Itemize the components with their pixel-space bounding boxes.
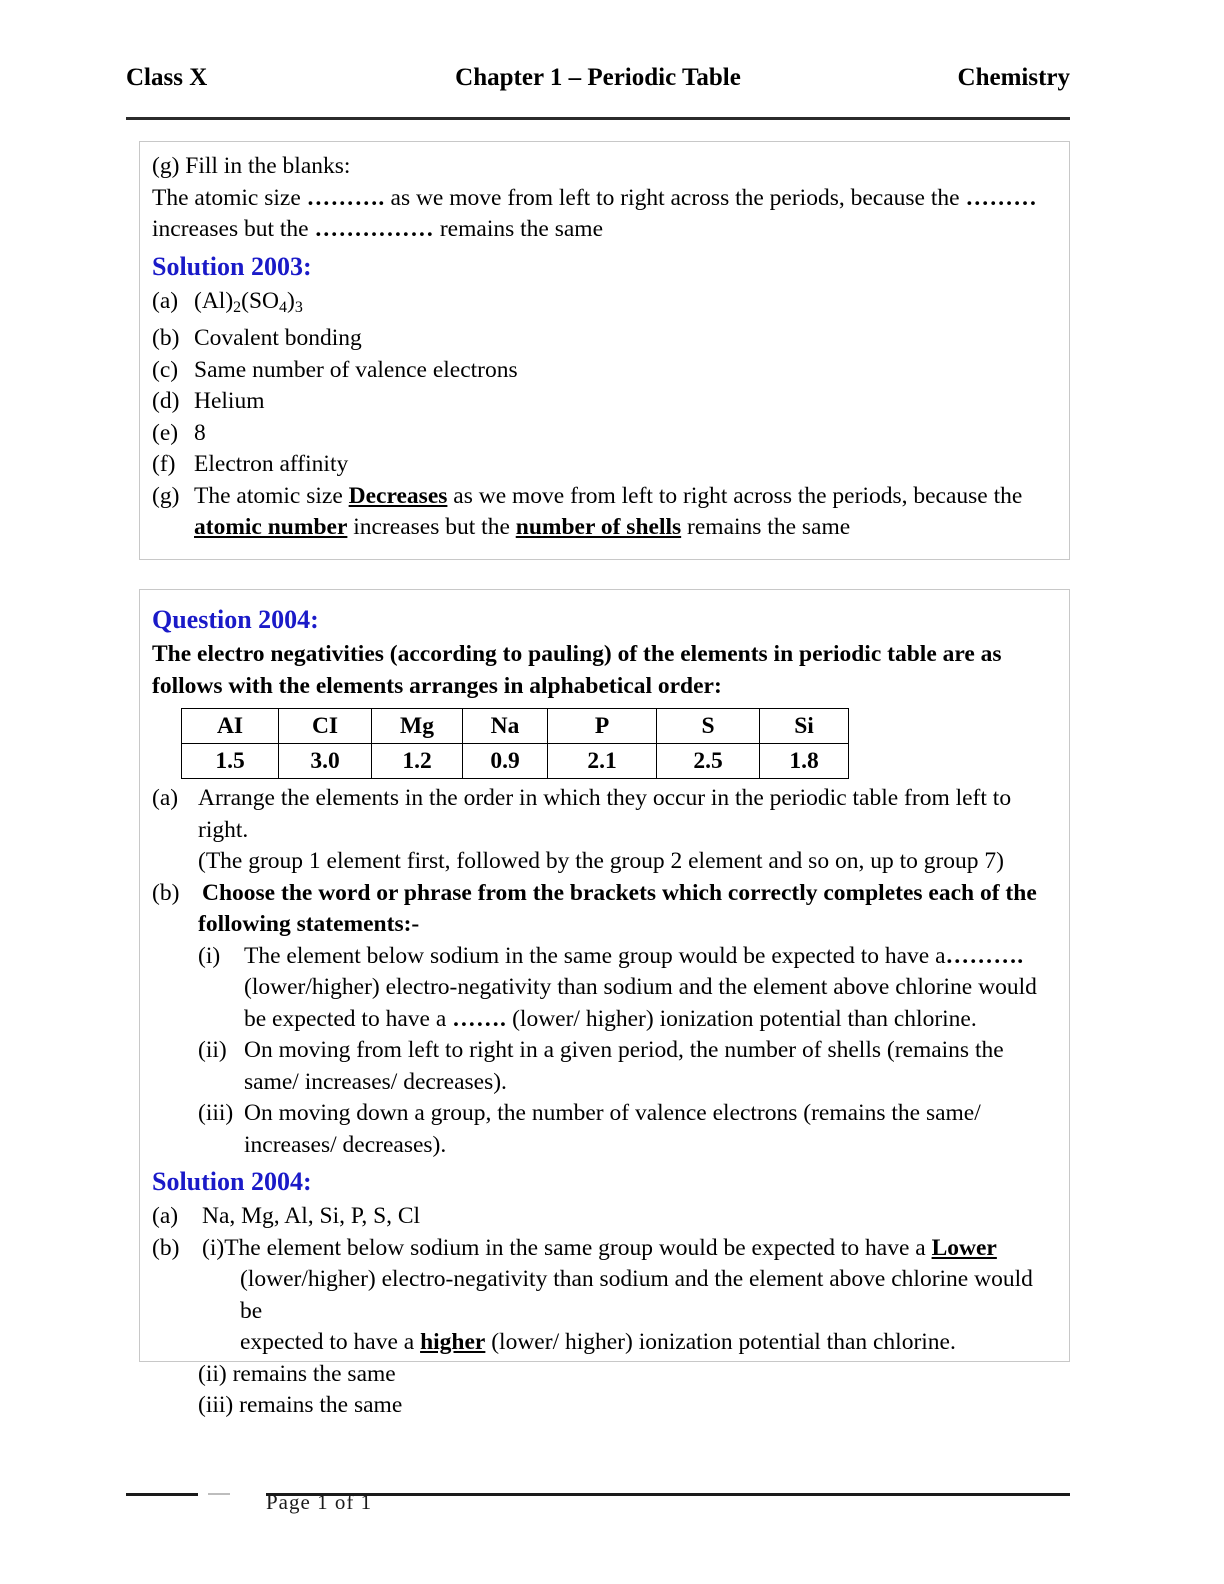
question-g-line-1 — [152, 183, 1055, 215]
formula-sub-3: 3 — [294, 298, 303, 316]
part-b-item-iii — [198, 1098, 1055, 1130]
part-a-line-3: (The group 1 element first, followed by the group 2 element and so on, up to group 7) — [198, 848, 1004, 874]
part-a-marker: (a) — [152, 785, 179, 811]
solution-2004-heading: Solution 2004: — [152, 1167, 312, 1196]
sol-b-i-marker: (i) — [202, 1234, 225, 1261]
value-cell-3: 0.9 — [463, 744, 548, 779]
footer-rule-left-segment — [126, 1493, 198, 1496]
question-2004-box — [139, 589, 1070, 1418]
sol-b-item-i-line-2: (lower/higher) electro-negativity than sodium and the element above chlorine would be — [240, 1266, 1033, 1324]
item-i-line-1 — [244, 941, 1055, 973]
item-body-c: Same number of valence electrons — [194, 356, 518, 383]
question-g-line-2 — [152, 214, 1055, 246]
item-iii-line-1: On moving down a group, the number of valence electrons (remains the same/ — [244, 1100, 981, 1126]
item-body-a — [194, 286, 1055, 324]
solution-2003-box — [139, 141, 1070, 560]
sol-b-answer-lower: Lower — [931, 1234, 997, 1261]
item-i-seg-2: be expected to have a — [244, 1005, 453, 1032]
item-i-line-3 — [244, 1004, 1055, 1036]
page-header — [126, 64, 1070, 92]
g-answer-atomic-number: atomic number — [194, 514, 348, 541]
g-seg-4: remains the same — [681, 514, 851, 541]
sol-b-item-i-line-3 — [240, 1327, 1055, 1359]
formula-part-1: (Al) — [194, 287, 234, 314]
solution-2003-item-e — [152, 418, 1055, 450]
g-seg-3: increases but the — [347, 514, 516, 541]
item-body-d: Helium — [194, 388, 265, 415]
question-2004-intro-line-1: The electro negativities (according to pauling) of the elements in periodic table are as — [152, 641, 1002, 667]
question-2004-part-a — [152, 783, 1055, 815]
part-b-marker: (b) — [152, 879, 180, 906]
footer-page-label: Page 1 of 1 — [266, 1490, 373, 1514]
item-iii-marker: (iii) — [198, 1100, 234, 1126]
sol-a-marker: (a) — [152, 1203, 179, 1229]
item-body-e: 8 — [194, 419, 206, 446]
solution-2003-item-c — [152, 355, 1055, 387]
part-b-item-ii — [198, 1035, 1055, 1067]
item-i-blank-1: ………. — [945, 942, 1024, 969]
sol-b-item-iii: (iii) remains the same — [198, 1392, 403, 1418]
part-b-intro-line-2: following statements:- — [198, 911, 420, 937]
value-cell-4: 2.1 — [548, 744, 657, 779]
formula-part-2: (SO — [241, 287, 280, 314]
item-marker-b: (b) — [152, 325, 180, 352]
element-cell-4: P — [548, 709, 657, 744]
element-cell-0: AI — [182, 709, 279, 744]
sol-a-body: Na, Mg, Al, Si, P, S, Cl — [202, 1203, 421, 1229]
table-row-values — [182, 744, 849, 779]
question-2004-intro-line-2: follows with the elements arranges in alphabetical order: — [152, 672, 722, 699]
solution-2003-item-a — [152, 286, 1055, 324]
part-b-item-i — [198, 941, 1055, 973]
item-body-b: Covalent bonding — [194, 325, 362, 352]
item-marker-e: (e) — [152, 419, 179, 446]
header-class-label: Class X — [126, 64, 208, 91]
sol-b-i-seg-2: expected to have a — [240, 1329, 421, 1355]
part-a-line-1: Arrange the elements in the order in which they occur in the periodic table from left to — [198, 785, 1012, 811]
question-2004-heading: Question 2004: — [152, 605, 319, 634]
part-a-line-2: right. — [198, 816, 249, 843]
item-i-seg-1: The element below sodium in the same group would be expected to have a — [244, 942, 946, 969]
sol-b-item-ii: (ii) remains the same — [198, 1360, 396, 1387]
item-i-seg-3: (lower/ higher) ionization potential than chlorine. — [506, 1005, 977, 1032]
header-divider-rule — [126, 117, 1070, 120]
item-ii-line-2: same/ increases/ decreases). — [244, 1068, 507, 1095]
item-ii-line-1: On moving from left to right in a given period, the number of shells (remains the — [244, 1037, 1004, 1063]
header-chapter-title: Chapter 1 – Periodic Table — [455, 64, 741, 91]
element-cell-6: Si — [760, 709, 849, 744]
item-body-g — [194, 481, 1055, 544]
item-marker-a: (a) — [152, 287, 179, 314]
sol-b-answer-higher: higher — [420, 1329, 486, 1355]
part-b-intro-line-1: Choose the word or phrase from the brackets which correctly completes each of the — [202, 879, 1037, 906]
electronegativity-table — [181, 708, 849, 779]
q-g-seg-1: The atomic size — [152, 184, 307, 211]
formula-sub-1: 2 — [233, 298, 242, 316]
item-marker-d: (d) — [152, 388, 180, 415]
element-cell-2: Mg — [372, 709, 463, 744]
value-cell-0: 1.5 — [182, 744, 279, 779]
table-row-elements — [182, 709, 849, 744]
solution-2003-item-f — [152, 449, 1055, 481]
item-marker-g: (g) — [152, 482, 180, 509]
value-cell-1: 3.0 — [279, 744, 372, 779]
q-g-seg-2: as we move from left to right across the periods, because the — [384, 184, 966, 211]
solution-2003-item-g — [152, 481, 1055, 544]
formula-part-3: ) — [287, 287, 295, 314]
q-g-seg-3: increases but the — [152, 216, 315, 242]
item-i-blank-2: ……. — [452, 1005, 507, 1032]
item-marker-c: (c) — [152, 356, 179, 383]
sol-b-item-i-line-1 — [202, 1233, 1055, 1265]
g-seg-1: The atomic size — [194, 482, 349, 509]
solution-2003-item-b — [152, 323, 1055, 355]
footer-rule-faint-segment — [208, 1493, 230, 1495]
item-iii-line-2: increases/ decreases). — [244, 1131, 447, 1158]
item-body-f: Electron affinity — [194, 451, 349, 478]
element-cell-5: S — [657, 709, 760, 744]
q-g-blank-2: ……… — [965, 184, 1038, 211]
item-ii-marker: (ii) — [198, 1037, 227, 1063]
sol-b-marker: (b) — [152, 1234, 180, 1261]
sol-b-i-seg-1: The element below sodium in the same group would be expected to have a — [224, 1234, 932, 1261]
sol-b-i-seg-3: (lower/ higher) ionization potential than chlorine. — [485, 1329, 956, 1355]
q-g-blank-3: …………… — [314, 216, 434, 242]
g-seg-2: as we move from left to right across the periods, because the — [447, 482, 1023, 509]
solution-2003-item-d — [152, 386, 1055, 418]
header-subject-label: Chemistry — [957, 64, 1070, 91]
q-g-seg-4: remains the same — [433, 216, 603, 242]
question-2004-part-b — [152, 878, 1055, 910]
solution-2004-part-b — [152, 1233, 1055, 1265]
solution-2003-heading: Solution 2003: — [152, 251, 312, 281]
element-cell-1: CI — [279, 709, 372, 744]
formula-sub-2: 4 — [279, 298, 287, 316]
value-cell-5: 2.5 — [657, 744, 760, 779]
value-cell-2: 1.2 — [372, 744, 463, 779]
item-i-line-2: (lower/higher) electro-negativity than sodium and the element above chlorine would — [244, 974, 1037, 1000]
footer-clipped-text — [266, 1490, 686, 1521]
g-answer-decreases: Decreases — [348, 482, 448, 509]
g-answer-number-of-shells: number of shells — [515, 514, 682, 541]
item-marker-f: (f) — [152, 451, 176, 478]
value-cell-6: 1.8 — [760, 744, 849, 779]
question-g-prompt: (g) Fill in the blanks: — [152, 153, 351, 179]
item-i-marker: (i) — [198, 942, 221, 969]
q-g-blank-1: ………. — [306, 184, 385, 211]
solution-2004-part-a — [152, 1201, 1055, 1233]
element-cell-3: Na — [463, 709, 548, 744]
